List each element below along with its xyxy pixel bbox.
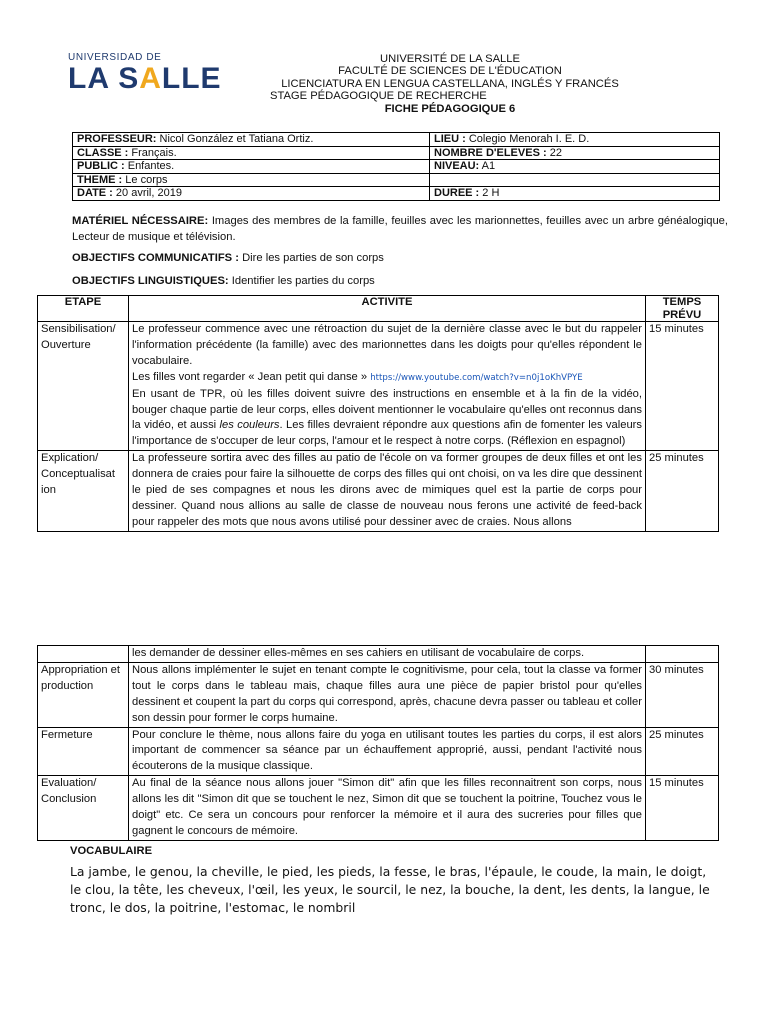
header-stage: STAGE PÉDAGOGIQUE DE RECHERCHE	[270, 90, 487, 103]
info-row: PUBLIC : Enfantes. NIVEAU: A1	[73, 160, 720, 174]
header-program: LICENCIATURA EN LENGUA CASTELLANA, INGLÉS Y FRANCÉS	[281, 77, 619, 90]
activity-table-page1	[37, 295, 719, 532]
table-row: Sensibilisation/ Ouverture Le professeur commence avec une rétroaction du sujet de la dernière classe avec le but du rappeler l'information précédente (la famille) avec des marionnettes dans les doigts pour qu'elles répondent le vocabulaire. Les filles vont regarder « Jean petit qui danse » https://www.youtube.com/watch?v=n0j1oKhVPYE En usant de TPR, où les filles doivent suivre des instructions en ensemble et à la fin de la vidéo, bouger chaque partie de leur corps, elles doivent mentionner le vocabulaire qu'elles ont reconnus dans la vidéo, et aussi les couleurs. Les filles devraient répondre aux questions afin de fomenter les valeurs l'importance de s'occuper de leur corps, l'amour et le respect à notre corps. (Réflexion en espagnol) 15 minutes	[38, 322, 719, 451]
info-table	[72, 132, 720, 201]
header-faculty: FACULTÉ DE SCIENCES DE L'ÉDUCATION	[338, 65, 562, 78]
info-row: DATE : 20 avril, 2019 DUREE : 2 H	[73, 187, 720, 201]
header-temps: TEMPS PRÉVU	[646, 296, 719, 322]
objectifs-communicatifs: OBJECTIFS COMMUNICATIFS : Dire les parties de son corps	[72, 252, 384, 264]
table-row: Explication/ Conceptualisat ion La professeure sortira avec des filles au patio de l'école on va former groupes de deux filles et ont les donnera de craies pour faire la silhouette de corps des filles qui ont choisi, on va les dire que dessinent le pied de ses compagnes et nous les dirons avec de mimiques quel est la partie de corps pour dessiner. Quand nous allions au salle de classe de nouveau nous ferons une activité de feed-back pour rappeler des mots que nous avons utilisé pour dessiner avec de craies. Nous allons 25 minutes	[38, 451, 719, 532]
info-row: THEME : Le corps	[73, 173, 720, 187]
table-row: Fermeture Pour conclure le thème, nous allons faire du yoga en utilisant toutes les parties du corps, il est alors important de commencer sa séance par un échauffement approprié, aussi, pendant l'activité nous écouterons de la musique classique. 25 minutes	[38, 727, 719, 776]
info-row: CLASSE : Français. NOMBRE D'ELEVES : 22	[73, 146, 720, 160]
header-fiche-title: FICHE PÉDAGOGIQUE 6	[384, 102, 516, 115]
header-etape: ETAPE	[38, 296, 129, 322]
table-row: Appropriation et production Nous allons implémenter le sujet en tenant compte le cognitivisme, pour cela, tout la classe va former tout le corps dans le tableau mais, chaque filles aura une pièce de papier bristol pour qu'elles dessinent et coupent la part du corps qui correspond, après, chacune devra passer ou tableau et coller son dessin pour former le corps humaine. 30 minutes	[38, 662, 719, 727]
objectifs-linguistiques: OBJECTIFS LINGUISTIQUES: Identifier les parties du corps	[72, 275, 375, 287]
logo-wordmark: LA SALLE	[68, 62, 222, 95]
materiel-paragraph: MATÉRIEL NÉCESSAIRE: Images des membres de la famille, feuilles avec les marionnettes, feuilles avec un arbre généalogique, Lecteur de musique et télévision.	[72, 215, 728, 243]
video-link[interactable]: https://www.youtube.com/watch?v=n0j1oKhVPYE	[370, 372, 583, 383]
logo-top-text: UNIVERSIDAD DE	[68, 52, 162, 63]
document-header	[270, 53, 630, 115]
activity-table-page2	[37, 645, 719, 841]
vocabulaire-list: La jambe, le genou, la cheville, le pied, les pieds, la fesse, le bras, l'épaule, le coude, la main, le doigt, le clou, la tête, les cheveux, l'œil, les yeux, le sourcil, le nez, la bouche, la dent, les dents, la langue, le tronc, le dos, la poitrine, l'estomac, le nombril	[70, 864, 710, 915]
header-activite: ACTIVITE	[129, 296, 646, 322]
table-header-row	[38, 296, 719, 322]
university-logo	[68, 52, 222, 94]
table-row: les demander de dessiner elles-mêmes en ses cahiers en utilisant de vocabulaire de corps.	[38, 646, 719, 663]
table-row: Evaluation/ Conclusion Au final de la séance nous allons jouer "Simon dit" afin que les filles reconnaitrent son corps, nous allons les dit "Simon dit que se touchent le nez, Simon dit que se touchent la poitrine, Touchez vous le doigt" etc. Ce sera un concours pour renforcer la mémoire et il aura des sucreries pour filles que gagnent le concours de mémoire. 15 minutes	[38, 776, 719, 841]
info-row: PROFESSEUR: Nicol González et Tatiana Ortiz. LIEU : Colegio Menorah I. E. D.	[73, 133, 720, 147]
vocabulaire-title: VOCABULAIRE	[70, 845, 153, 857]
header-university: UNIVERSITÉ DE LA SALLE	[380, 53, 520, 65]
